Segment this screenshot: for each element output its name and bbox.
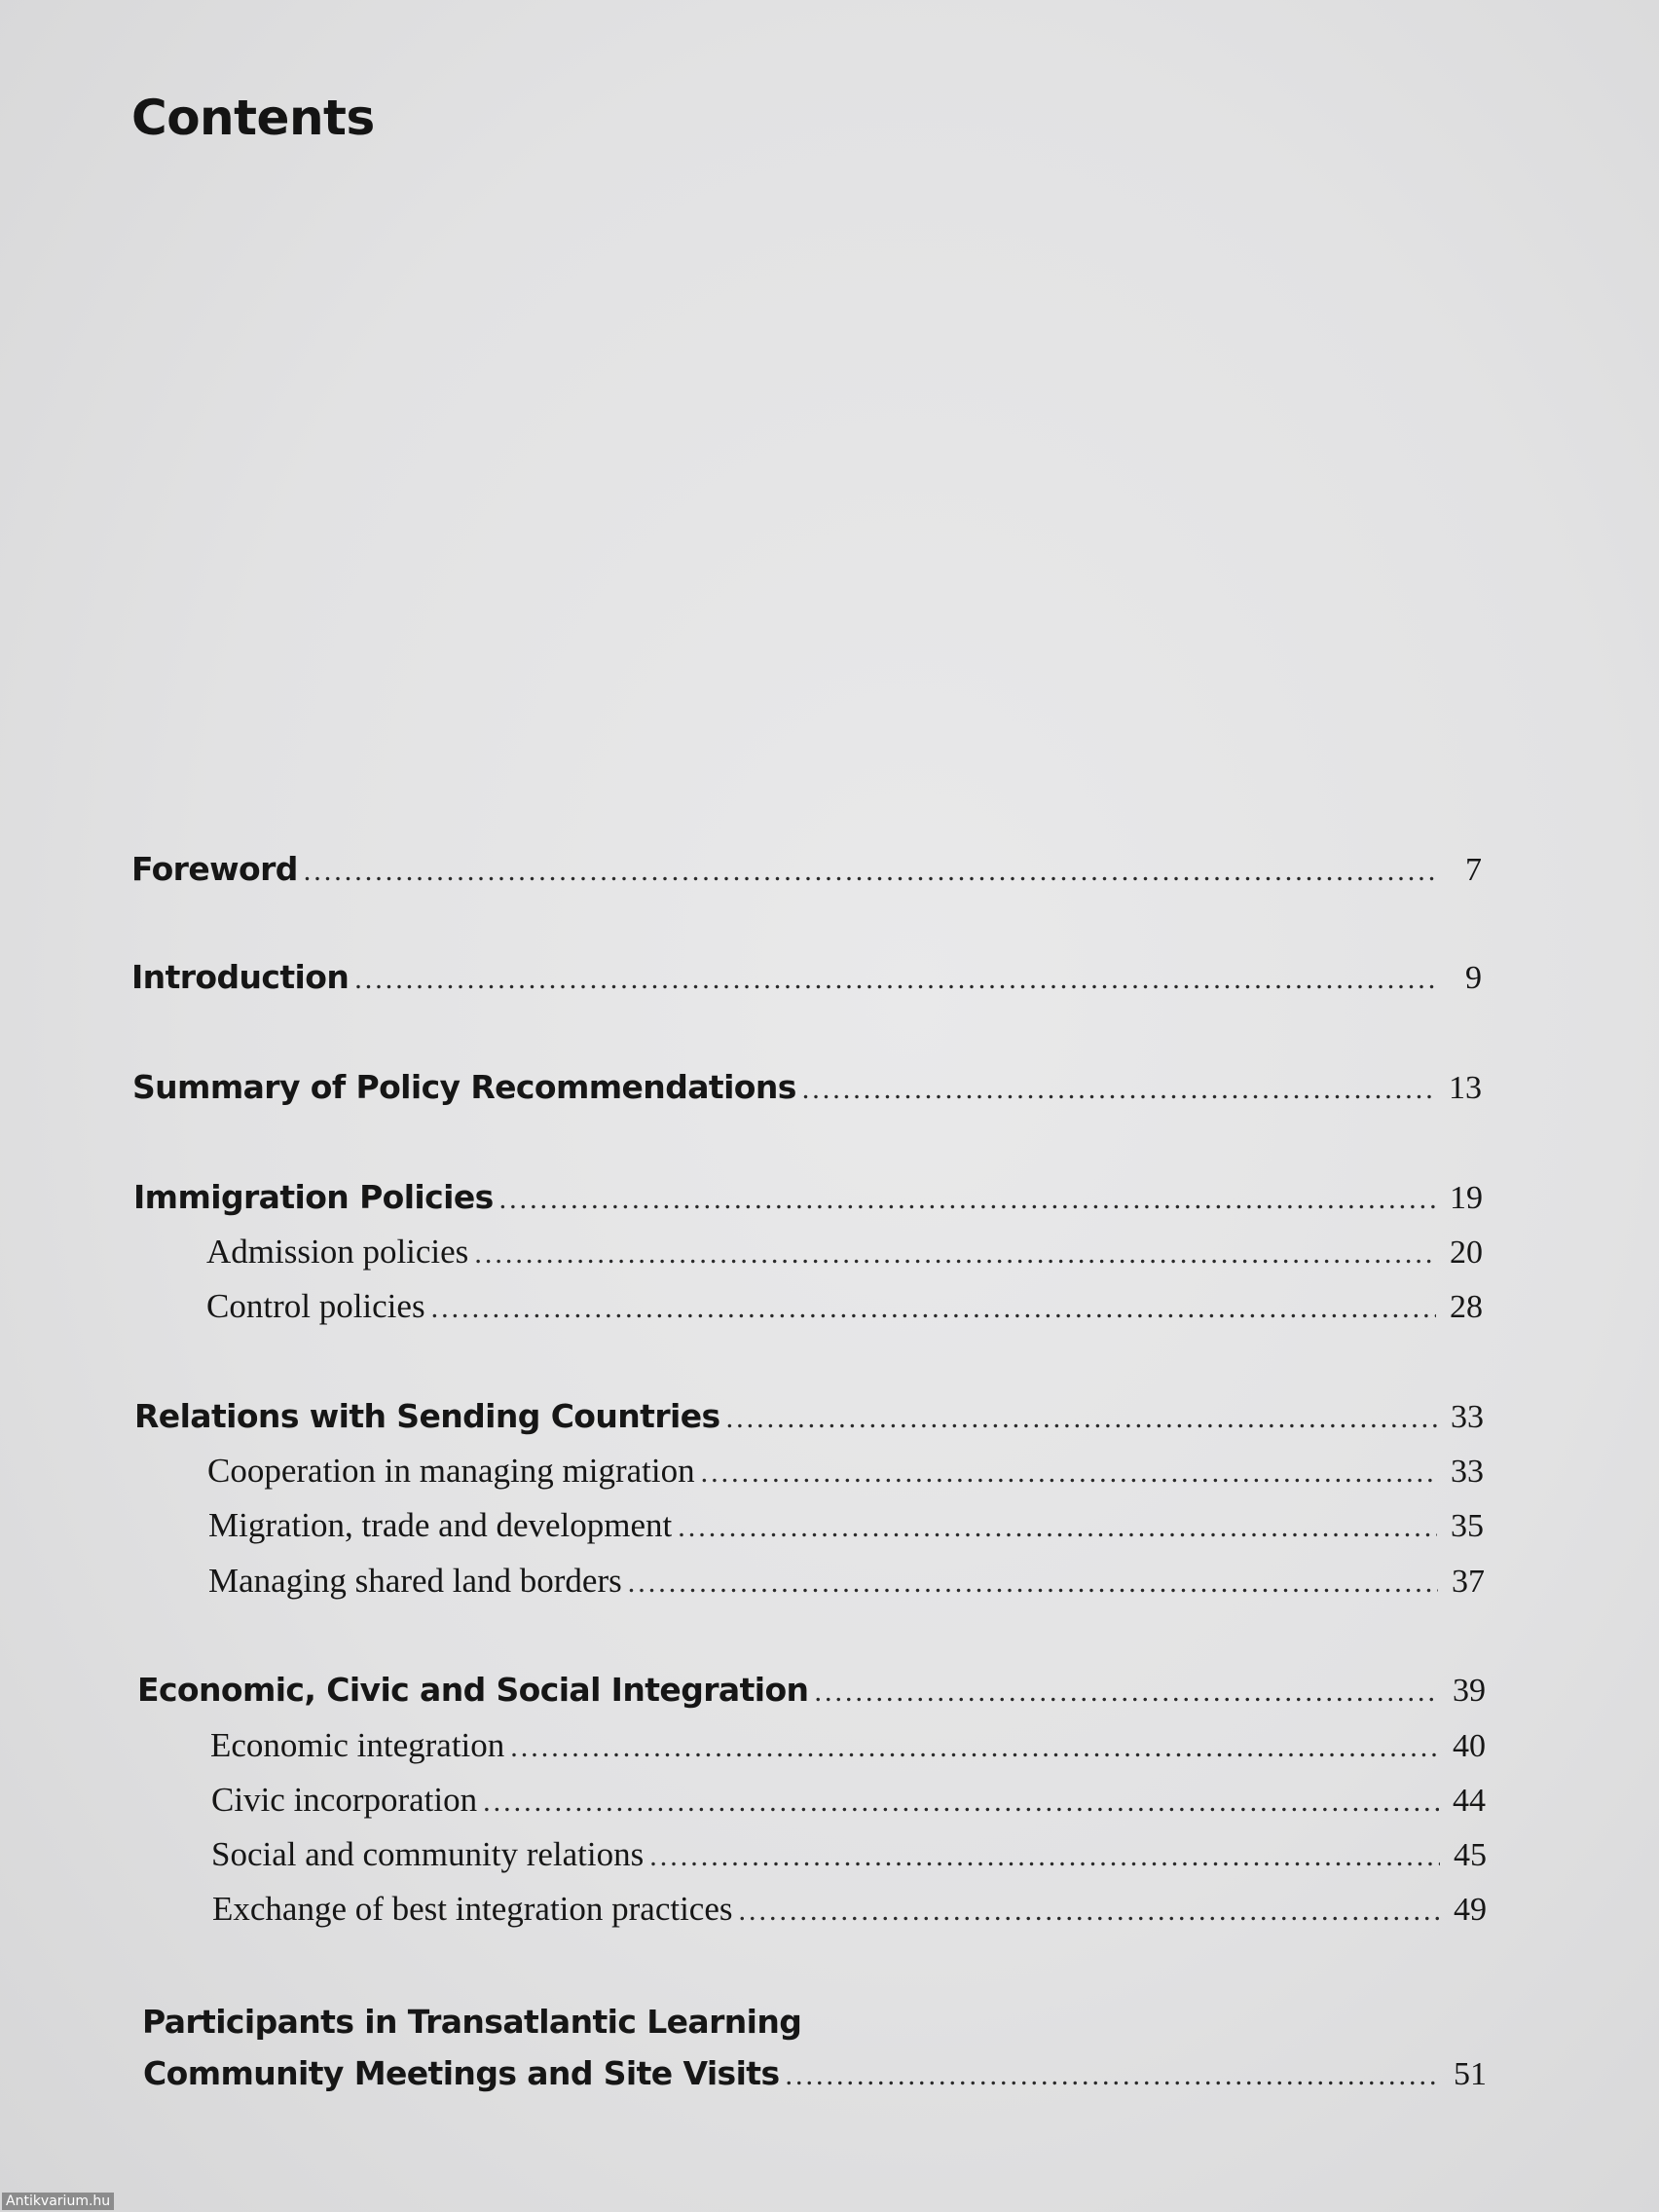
dot-leader — [431, 1292, 1436, 1325]
toc-entry-label: Admission policies — [206, 1233, 469, 1271]
toc-entry-label: Economic, Civic and Social Integration — [137, 1671, 809, 1709]
dot-leader — [814, 1676, 1439, 1709]
toc-page-number: 13 — [1449, 1070, 1482, 1106]
toc-entry-label: Control policies — [206, 1287, 425, 1325]
toc-entry-label: Migration, trade and development — [208, 1506, 673, 1544]
toc-page-number: 19 — [1450, 1180, 1483, 1216]
toc-entry-relations-sending-countries[interactable] — [134, 1397, 1484, 1444]
toc-page-number: 37 — [1452, 1564, 1485, 1600]
dot-leader — [499, 1183, 1436, 1216]
toc-entry-label: Introduction — [131, 958, 350, 996]
toc-entry-label: Relations with Sending Countries — [134, 1397, 720, 1435]
toc-page-number: 44 — [1453, 1783, 1486, 1819]
dot-leader — [678, 1511, 1437, 1544]
toc-page-number: 33 — [1451, 1399, 1484, 1435]
dot-leader — [649, 1840, 1440, 1873]
toc-page-number: 51 — [1454, 2056, 1487, 2092]
toc-entry-economic-integration[interactable] — [210, 1726, 1486, 1773]
toc-entry-label: Community Meetings and Site Visits — [143, 2054, 780, 2092]
toc-entry-best-practices[interactable] — [212, 1890, 1487, 1936]
toc-entry-social-community[interactable] — [211, 1835, 1487, 1882]
page-title: Contents — [131, 90, 375, 146]
dot-leader — [474, 1237, 1436, 1271]
toc-entry-control-policies[interactable] — [206, 1287, 1483, 1334]
toc-page-number: 45 — [1454, 1837, 1487, 1873]
toc-entry-cooperation-migration[interactable] — [207, 1452, 1484, 1498]
dot-leader — [701, 1456, 1437, 1490]
dot-leader — [304, 855, 1435, 888]
dot-leader — [786, 2059, 1440, 2092]
toc-entry-migration-trade-development[interactable] — [208, 1506, 1484, 1553]
watermark: Antikvarium.hu — [2, 2193, 114, 2210]
dot-leader — [483, 1786, 1439, 1819]
toc-entry-summary[interactable] — [132, 1068, 1482, 1115]
toc-page-number: 33 — [1451, 1454, 1484, 1490]
toc-entry-label: Social and community relations — [211, 1835, 645, 1873]
dot-leader — [510, 1731, 1439, 1764]
toc-page-number: 20 — [1450, 1235, 1483, 1271]
toc-entry-label: Civic incorporation — [211, 1781, 478, 1819]
toc-entry-label: Foreword — [131, 850, 298, 888]
toc-entry-label: Cooperation in managing migration — [207, 1452, 695, 1490]
toc-page-number: 35 — [1451, 1508, 1484, 1544]
toc-page-number: 40 — [1453, 1728, 1486, 1764]
toc-entry-admission-policies[interactable] — [206, 1233, 1483, 1279]
dot-leader — [739, 1895, 1440, 1928]
toc-entry-label: Managing shared land borders — [208, 1562, 622, 1600]
toc-entry-participants[interactable] — [143, 2054, 1487, 2101]
toc-entry-label: Immigration Policies — [133, 1178, 494, 1216]
toc-page-number: 39 — [1453, 1673, 1486, 1709]
toc-page-number: 9 — [1465, 960, 1482, 996]
toc-page-number: 7 — [1465, 852, 1482, 888]
toc-page-number: 28 — [1450, 1289, 1483, 1325]
toc-entry-label: Exchange of best integration practices — [212, 1890, 733, 1928]
toc-entry-label: Economic integration — [210, 1726, 505, 1764]
toc-entry-civic-incorporation[interactable] — [211, 1781, 1486, 1827]
dot-leader — [354, 963, 1435, 996]
toc-entry-foreword[interactable] — [131, 850, 1482, 897]
dot-leader — [802, 1073, 1435, 1106]
toc-entry-shared-land-borders[interactable] — [208, 1562, 1485, 1608]
toc-entry-integration[interactable] — [137, 1671, 1486, 1717]
toc-page-number: 49 — [1454, 1892, 1487, 1928]
toc-entry-immigration-policies[interactable] — [133, 1178, 1483, 1225]
toc-entry-label: Summary of Policy Recommendations — [132, 1068, 796, 1106]
toc-entry-introduction[interactable] — [131, 958, 1482, 1005]
dot-leader — [726, 1402, 1437, 1435]
toc-entry-participants-line1: Participants in Transatlantic Learning — [142, 2003, 802, 2041]
dot-leader — [628, 1567, 1438, 1600]
